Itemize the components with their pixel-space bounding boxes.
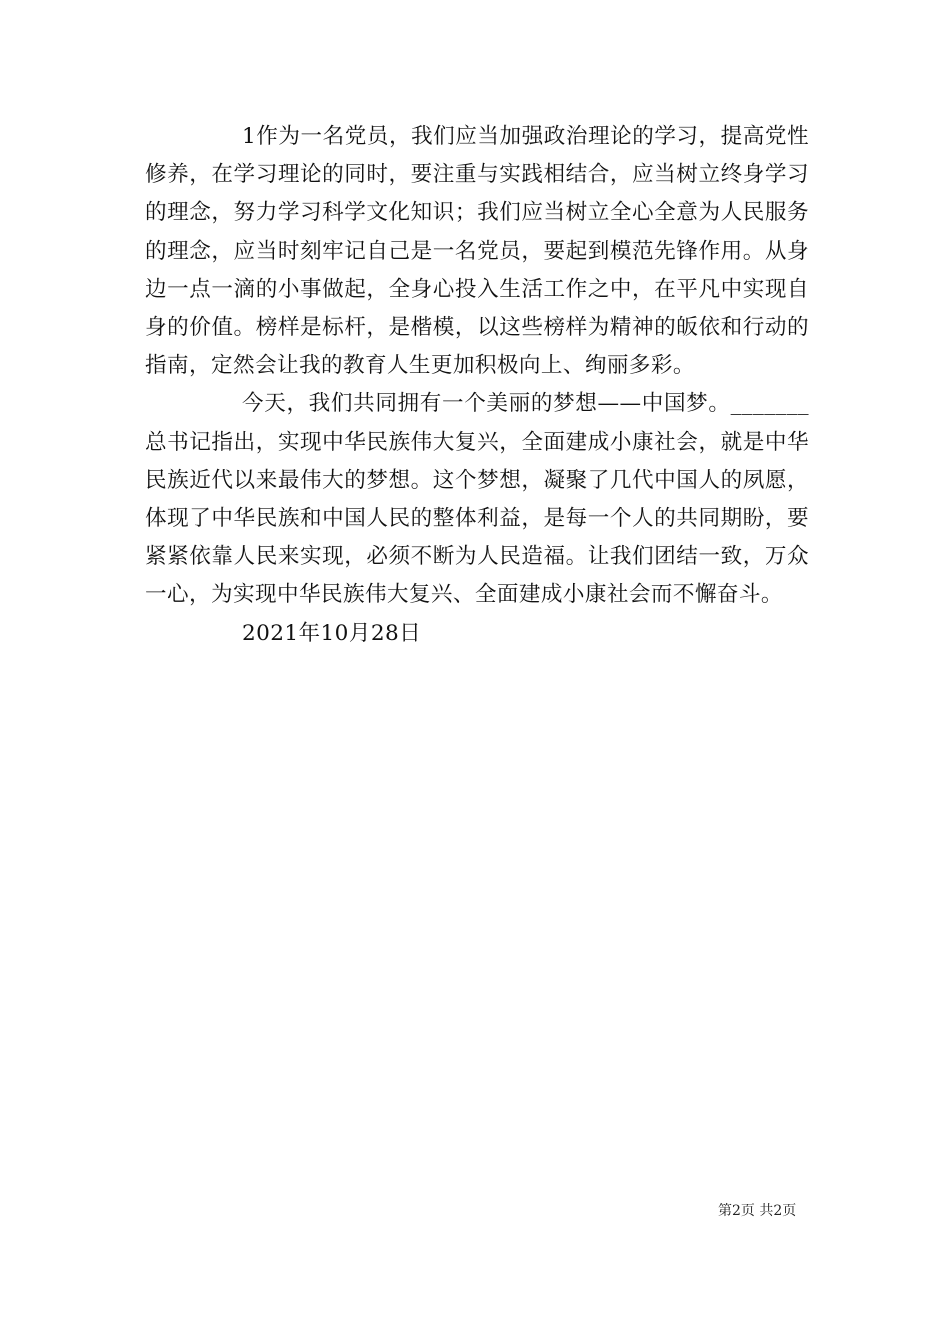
page-number-footer: 第2页 共2页 [718, 1203, 797, 1219]
document-date: 2021年10月28日 [242, 620, 422, 646]
document-body [145, 118, 809, 653]
paragraph-party-member: 1作为一名党员，我们应当加强政治理论的学习，提高党性修养，在学习理论的同时，要注重与实践相结合，应当树立终身学习的理念，努力学习科学文化知识；我们应当树立全心全意为人民服务的理念，应当时刻牢记自己是一名党员，要起到模范先锋作用。从身边一点一滴的小事做起，全身心投入生活工作之中，在平凡中实现自身的价值。榜样是标杆，是楷模，以这些榜样为精神的皈依和行动的指南，定然会让我的教育人生更加积极向上、绚丽多彩。 [145, 124, 809, 379]
paragraph-china-dream: 今天，我们共同拥有一个美丽的梦想——中国梦。_______总书记指出，实现中华民族伟大复兴，全面建成小康社会，就是中华民族近代以来最伟大的梦想。这个梦想，凝聚了几代中国人的夙愿，体现了中华民族和中国人民的整体利益，是每一个人的共同期盼，要紧紧依靠人民来实现，必须不断为人民造福。让我们团结一致，万众一心，为实现中华民族伟大复兴、全面建成小康社会而不懈奋斗。 [145, 391, 809, 608]
